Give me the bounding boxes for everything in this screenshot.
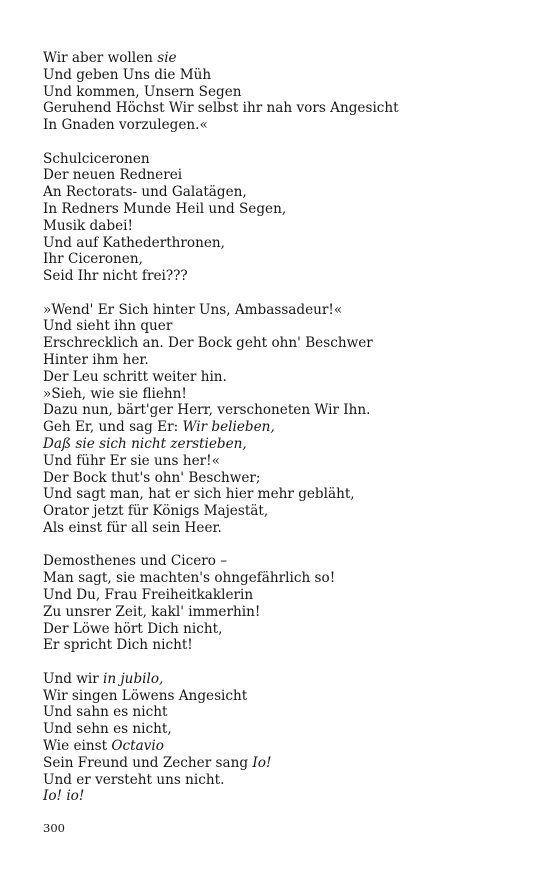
verse-segment: Ihr Ciceronen, xyxy=(43,251,143,268)
verse-line xyxy=(43,201,513,218)
verse-line xyxy=(43,486,513,503)
stanza xyxy=(43,671,513,805)
verse-segment-italic: in jubilo, xyxy=(103,670,164,687)
verse-segment: Er spricht Dich nicht! xyxy=(43,637,193,654)
verse-line xyxy=(43,419,513,436)
verse-segment: Der Leu schritt weiter hin. xyxy=(43,368,227,385)
verse-segment: Der Löwe hört Dich nicht, xyxy=(43,620,223,637)
verse-segment: Der Bock thut's ohn' Beschwer; xyxy=(43,469,261,486)
verse-line xyxy=(43,671,513,688)
verse-line xyxy=(43,621,513,638)
verse-line xyxy=(43,788,513,805)
verse-segment: Seid Ihr nicht frei??? xyxy=(43,268,188,285)
verse-line xyxy=(43,721,513,738)
verse-line xyxy=(43,402,513,419)
stanza xyxy=(43,553,513,654)
verse-segment: Man sagt, sie machten's ohngefährlich so! xyxy=(43,570,336,587)
verse-segment: Und führ Er sie uns her!« xyxy=(43,452,220,469)
verse-line xyxy=(43,369,513,386)
verse-line xyxy=(43,151,513,168)
stanza xyxy=(43,302,513,537)
verse-line xyxy=(43,436,513,453)
verse-segment: Und sehn es nicht, xyxy=(43,721,172,738)
verse-line xyxy=(43,100,513,117)
verse-line xyxy=(43,755,513,772)
verse-segment-italic: Octavio xyxy=(111,737,164,754)
verse-segment: Und sagt man, hat er sich hier mehr gebläht, xyxy=(43,486,355,503)
verse-segment: Und geben Uns die Müh xyxy=(43,66,212,83)
verse-segment: Zu unsrer Zeit, kakl' immerhin! xyxy=(43,603,261,620)
verse-line xyxy=(43,218,513,235)
poem-text xyxy=(43,50,513,805)
verse-segment: In Redners Munde Heil und Segen, xyxy=(43,201,287,218)
verse-line xyxy=(43,50,513,67)
verse-segment: »Wend' Er Sich hinter Uns, Ambassadeur!« xyxy=(43,301,343,318)
verse-segment: Demosthenes und Cicero – xyxy=(43,553,228,570)
verse-segment: Sein Freund und Zecher sang xyxy=(43,754,253,771)
verse-line xyxy=(43,251,513,268)
verse-segment: Musik dabei! xyxy=(43,217,133,234)
verse-line xyxy=(43,318,513,335)
verse-segment-italic: sie xyxy=(157,50,177,66)
verse-line xyxy=(43,268,513,285)
verse-segment: Als einst für all sein Heer. xyxy=(43,519,222,536)
page-number: 300 xyxy=(43,821,65,835)
verse-segment: Und kommen, Unsern Segen xyxy=(43,83,242,100)
verse-line xyxy=(43,335,513,352)
verse-line xyxy=(43,117,513,134)
verse-segment: Schulciceronen xyxy=(43,150,150,167)
verse-line xyxy=(43,520,513,537)
verse-line xyxy=(43,704,513,721)
verse-segment: Und sieht ihn quer xyxy=(43,318,173,335)
verse-line xyxy=(43,772,513,789)
verse-segment: Der neuen Rednerei xyxy=(43,167,183,184)
verse-line xyxy=(43,553,513,570)
verse-segment: Orator jetzt für Königs Majestät, xyxy=(43,503,269,520)
verse-line xyxy=(43,587,513,604)
verse-segment: Und Du, Frau Freiheitkaklerin xyxy=(43,586,254,603)
verse-line xyxy=(43,235,513,252)
verse-line xyxy=(43,604,513,621)
verse-line xyxy=(43,738,513,755)
verse-line xyxy=(43,503,513,520)
verse-line xyxy=(43,84,513,101)
verse-segment: An Rectorats- und Galatägen, xyxy=(43,184,247,201)
verse-segment: »Sieh, wie sie fliehn! xyxy=(43,385,187,402)
verse-line xyxy=(43,167,513,184)
verse-segment-italic: Io! xyxy=(252,754,272,771)
stanza xyxy=(43,151,513,285)
verse-segment: In Gnaden vorzulegen.« xyxy=(43,117,208,134)
stanza xyxy=(43,50,513,134)
verse-segment-italic: Wir belieben, xyxy=(182,419,275,436)
verse-segment: Und er versteht uns nicht. xyxy=(43,771,225,788)
verse-line xyxy=(43,453,513,470)
verse-segment-italic: Daß sie sich nicht zerstieben, xyxy=(43,435,247,452)
verse-segment: Und sahn es nicht xyxy=(43,704,168,721)
verse-line xyxy=(43,570,513,587)
verse-line xyxy=(43,637,513,654)
verse-line xyxy=(43,67,513,84)
verse-segment-italic: Io! io! xyxy=(43,788,85,805)
verse-segment: Wir singen Löwens Angesicht xyxy=(43,687,248,704)
verse-line xyxy=(43,470,513,487)
verse-line xyxy=(43,184,513,201)
verse-segment: Erschrecklich an. Der Bock geht ohn' Beschwer xyxy=(43,335,373,352)
verse-line xyxy=(43,302,513,319)
verse-segment: Geh Er, und sag Er: xyxy=(43,419,183,436)
verse-segment: Und auf Kathederthronen, xyxy=(43,234,225,251)
verse-line xyxy=(43,688,513,705)
verse-line xyxy=(43,352,513,369)
verse-segment: Und wir xyxy=(43,670,104,687)
verse-segment: Wir aber wollen xyxy=(43,50,158,66)
verse-segment: Wie einst xyxy=(43,737,112,754)
verse-segment: Geruhend Höchst Wir selbst ihr nah vors Angesicht xyxy=(43,100,399,117)
verse-segment: Hinter ihm her. xyxy=(43,352,149,369)
verse-line xyxy=(43,386,513,403)
verse-segment: Dazu nun, bärt'ger Herr, verschoneten Wir Ihn. xyxy=(43,402,371,419)
